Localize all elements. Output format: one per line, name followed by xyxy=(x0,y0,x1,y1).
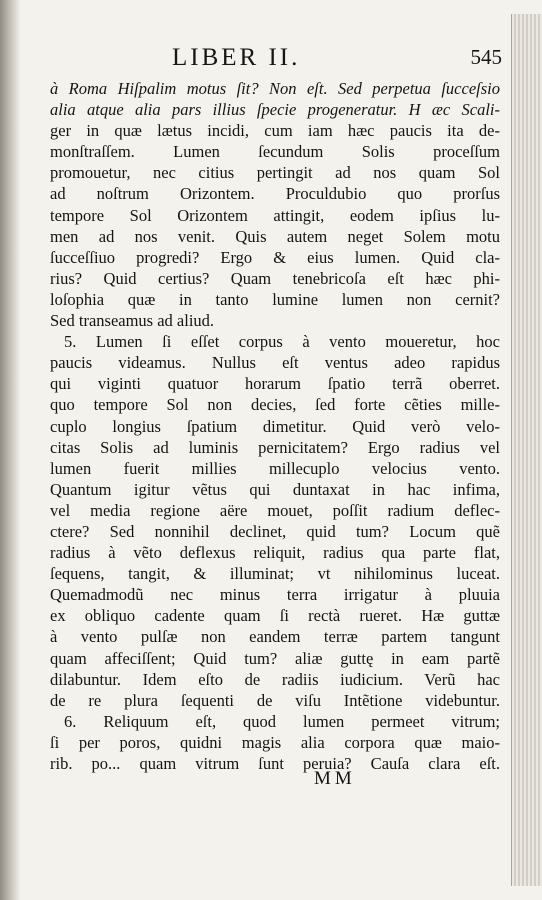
text-line: paucis videamus. Nullus eſt ventus adeo rapidus xyxy=(50,353,500,373)
text-line: promouetur, nec citius pertingit ad nos quam Sol xyxy=(50,163,500,183)
text-line: ſucceſſiuo progredi? Ergo & eius lumen. Quid cla- xyxy=(50,247,500,267)
text-line: citas Solis ad luminis pernicitatem? Ergo radius vel xyxy=(50,437,500,457)
text-line: loſophia quæ in tanto lumine lumen non cernit? xyxy=(50,289,500,309)
text-line: rius? Quid certius? Quam tenebricoſa eſt hæc phi- xyxy=(50,268,500,288)
text-line: de re plura ſequenti de viſu Intẽtione videbuntur. xyxy=(50,690,500,710)
text-line: quam affeciſſent; Quid tum? aliæ guttę in eam partẽ xyxy=(50,648,500,668)
text-line: alia atque alia pars illius ſpecie progeneratur. H æc Scali- xyxy=(50,100,500,120)
page-header xyxy=(42,44,504,76)
text-line: Quemadmodũ nec minus terra irrigatur à pluuia xyxy=(50,585,500,605)
text-line: quo tempore Sol non decies, ſed forte cẽties mille- xyxy=(50,395,500,415)
text-line: ex obliquo cadente quam ſi rectà rueret. Hæ guttæ xyxy=(50,606,500,626)
text-line: ctere? Sed nonnihil declinet, quid tum? Locum quẽ xyxy=(50,521,500,541)
text-line: Quantum igitur vẽtus qui duntaxat in hac infima, xyxy=(50,479,500,499)
text-line: men ad nos venit. Quis autem neget Solem motu xyxy=(50,226,500,246)
text-line: ſi per poros, quidni magis alia corpora quæ maio- xyxy=(50,732,500,752)
text-line: ſequens, tangit, & illuminat; vt nihilominus luceat. xyxy=(50,564,500,584)
text-line: monſtraſſem. Lumen ſecundum Solis proceſſum xyxy=(50,142,500,162)
page-number: 545 xyxy=(470,45,502,69)
body-text xyxy=(50,78,500,774)
text-line: rib. po... quam vitrum ſunt peruia? Cauſa clara eſt. xyxy=(50,754,500,773)
text-line: 5. Lumen ſi eſſet corpus à vento moueretur, hoc xyxy=(64,332,500,352)
text-line: vel media regione aëre mouet, poſſit radium deflec- xyxy=(50,500,500,520)
text-line: ger in quæ lætus incidi, cum iam hæc paucis ita de- xyxy=(50,121,500,141)
text-line: radius à vẽto deflexus reliquit, radius qua parte flat, xyxy=(50,543,500,563)
text-line: lumen fuerit millies millecuplo velocius vento. xyxy=(50,458,500,478)
text-line: qui viginti quatuor horarum ſpatio terrã oberret. xyxy=(50,374,500,394)
text-line: à Roma Hiſpalim motus ſit? Non eſt. Sed perpetua ſucceſsio xyxy=(50,79,500,98)
text-line: à vento pulſæ non eandem terræ partem tangunt xyxy=(50,627,500,647)
running-head: LIBER II. xyxy=(172,44,301,71)
binding-gutter xyxy=(0,0,20,900)
text-line: Sed transeamus ad aliud. xyxy=(50,311,215,331)
text-line: 6. Reliquum eſt, quod lumen permeet vitrum; xyxy=(64,711,500,731)
signature-mark: MM xyxy=(314,768,356,789)
text-line: dilabuntur. Idem eſto de radiis iudicium. Verũ hac xyxy=(50,669,500,689)
text-line: ad noſtrum Orizontem. Proculdubio quo prorſus xyxy=(50,184,500,204)
page-fore-edge xyxy=(511,14,542,886)
text-line: cuplo longius ſpatium dimetitur. Quid verò velo- xyxy=(50,416,500,436)
text-line: tempore Sol Orizontem attingit, eodem ipſius lu- xyxy=(50,205,500,225)
